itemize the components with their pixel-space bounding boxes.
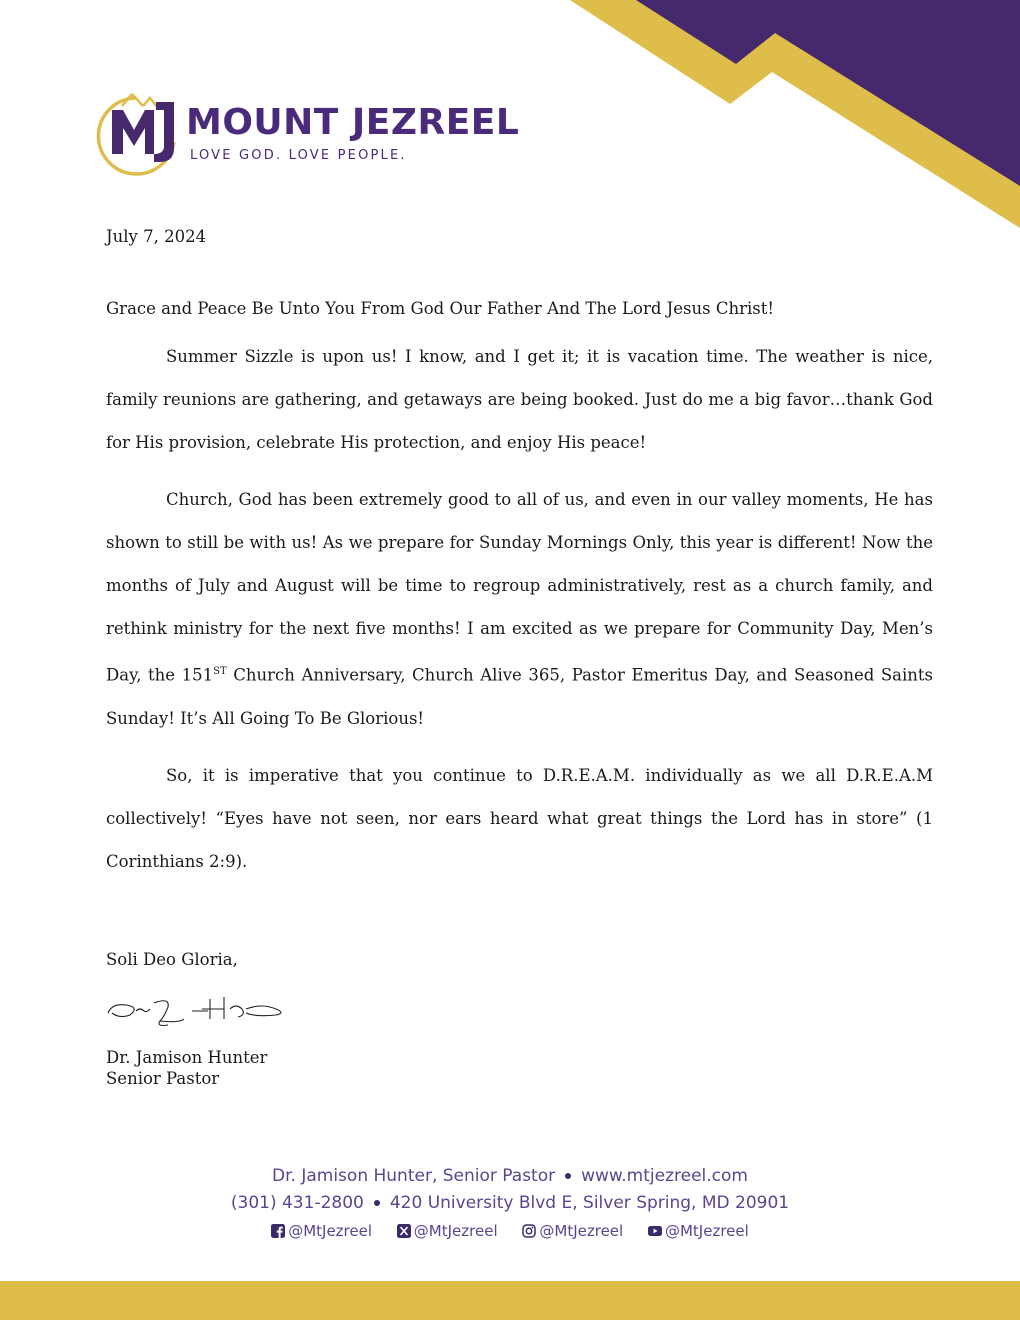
letter-date: July 7, 2024 <box>106 227 207 246</box>
social-facebook[interactable] <box>271 1222 372 1240</box>
footer-pastor: Dr. Jamison Hunter, Senior Pastor <box>272 1166 556 1186</box>
letter-closing: Soli Deo Gloria, <box>106 949 238 969</box>
handwritten-signature <box>106 979 296 1031</box>
footer-website[interactable]: www.mtjezreel.com <box>581 1166 748 1186</box>
paragraph-church-text-end: Church Anniversary, Church Alive 365, Pastor Emeritus Day, and Seasoned Saints Sunday! It’s All Going To Be Glorious! <box>106 665 934 728</box>
signer-block <box>106 1047 933 1089</box>
footer-line-1 <box>0 1163 1020 1190</box>
social-x[interactable] <box>397 1222 498 1240</box>
signer-name: Dr. Jamison Hunter <box>106 1047 268 1067</box>
social-handle: @MtJezreel <box>413 1222 498 1240</box>
social-instagram[interactable] <box>522 1222 623 1240</box>
social-youtube[interactable] <box>648 1222 749 1240</box>
separator-dot <box>565 1173 571 1179</box>
letterhead-footer <box>0 1163 1020 1240</box>
bottom-gold-bar <box>0 1281 1020 1320</box>
footer-phone[interactable]: (301) 431-2800 <box>230 1193 364 1213</box>
mj-monogram-icon <box>96 92 180 178</box>
instagram-icon <box>522 1224 536 1238</box>
paragraph-church-text: Church, God has been extremely good to all of us, and even in our valley moments, He has shown to still be with us! As we prepare for Sunday Mornings Only, this year is different! Now the months of July and August will be time to regroup administratively, rest as a church family, and rethink ministry for the next five months! I am excited as we prepare for Community Day, Men’s Day, the 151 <box>106 490 933 685</box>
signer-title: Senior Pastor <box>106 1068 220 1088</box>
brand-tagline: LOVE GOD. LOVE PEOPLE. <box>190 148 407 163</box>
footer-line-2 <box>0 1190 1020 1217</box>
paragraph-summer: Summer Sizzle is upon us! I know, and I get it; it is vacation time. The weather is nice, family reunions are gathering, and getaways are being booked. Just do me a big favor…thank God for His provision, celebrate His protection, and enjoy His peace! <box>106 347 933 452</box>
church-logo <box>96 92 556 182</box>
letter-greeting: Grace and Peace Be Unto You From God Our Father And The Lord Jesus Christ! <box>106 299 774 318</box>
social-handle: @MtJezreel <box>539 1222 624 1240</box>
letter-body <box>106 224 933 1089</box>
facebook-icon <box>271 1224 285 1238</box>
separator-dot <box>374 1200 380 1206</box>
paragraph-church <box>106 478 933 740</box>
x-icon <box>397 1224 411 1238</box>
brand-name: MOUNT JEZREEL <box>186 102 520 143</box>
footer-address: 420 University Blvd E, Silver Spring, MD 20901 <box>389 1193 790 1213</box>
youtube-icon <box>648 1224 662 1238</box>
social-handle: @MtJezreel <box>288 1222 373 1240</box>
social-handle: @MtJezreel <box>664 1222 749 1240</box>
paragraph-dream: So, it is imperative that you continue to D.R.E.A.M. individually as we all D.R.E.A.M collectively! “Eyes have not seen, nor ears heard what great things the Lord has in store” (1 Corinthians 2:9). <box>106 765 933 871</box>
social-links <box>0 1222 1020 1240</box>
ordinal-suffix: ST <box>213 666 227 677</box>
